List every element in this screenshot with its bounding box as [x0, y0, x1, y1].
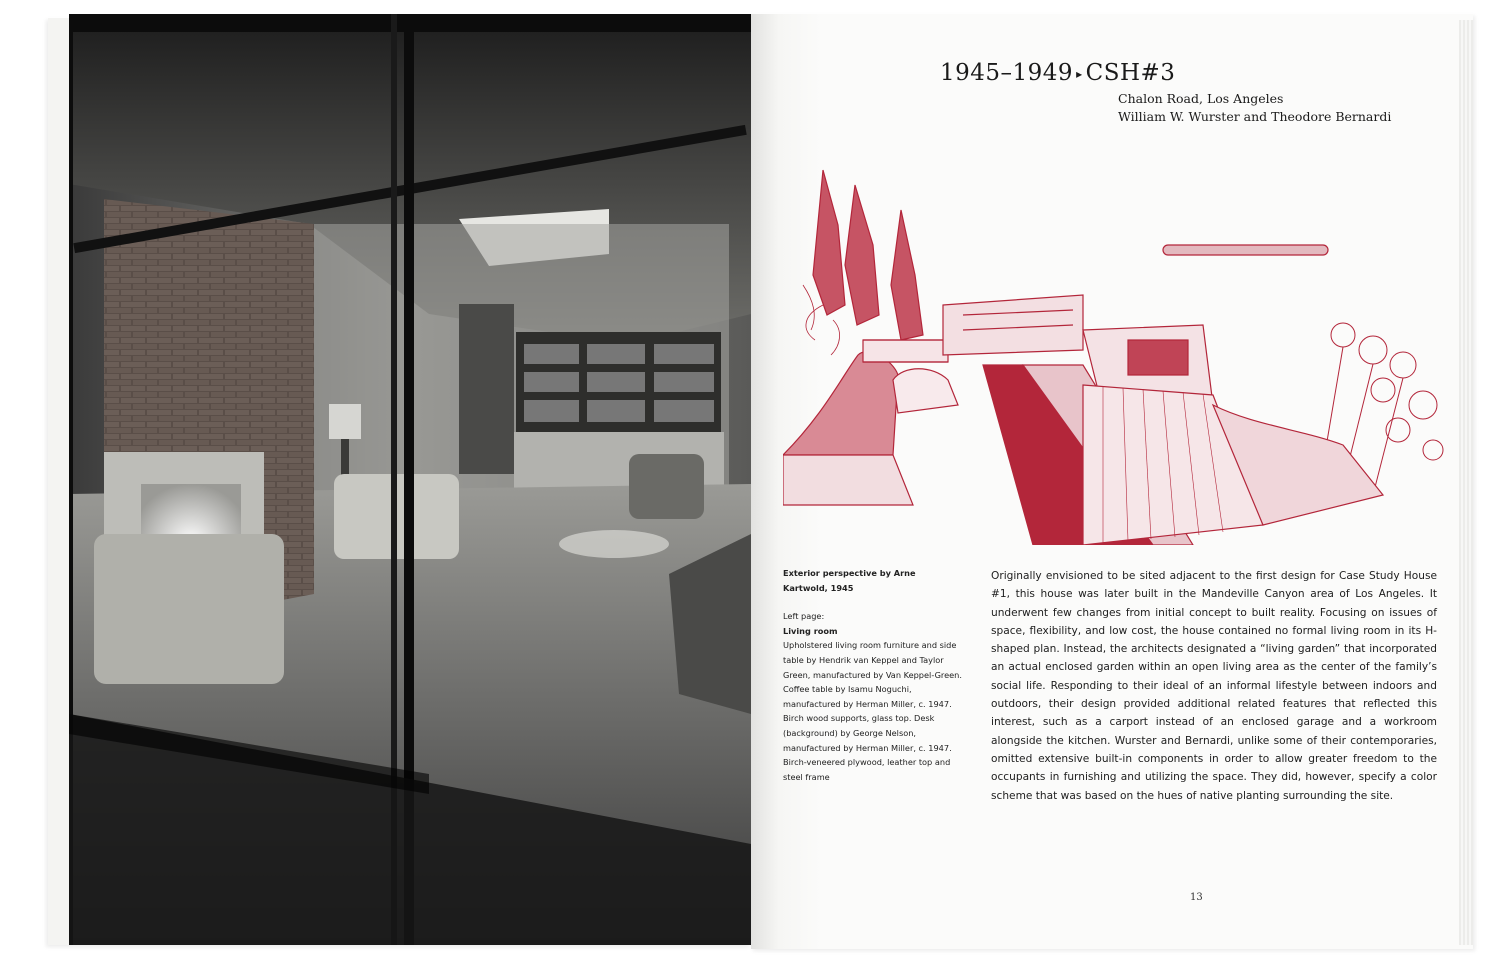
- header-location: Chalon Road, Los Angeles: [1118, 91, 1284, 106]
- left-page-heading: Living room: [783, 625, 838, 636]
- caption-column: [783, 566, 963, 784]
- page-number: 13: [1190, 892, 1203, 903]
- header-house-number: CSH#3: [1085, 60, 1176, 86]
- chapter-header: [940, 60, 1392, 124]
- header-years: 1945–1949: [940, 60, 1074, 86]
- left-page-label: Left page:: [783, 611, 825, 622]
- body-paragraph: Originally envisioned to be sited adjacent to the first design for Case Study House #1, this house was later built in the Mandeville Canyon area of Los Angeles. It underwent few changes from initial concept to built reality. Focusing on issues of space, flexibility, and low cost, the house contained no formal living room in its H-shaped plan. Instead, the architects designated a “living garden” that incorporated an actual enclosed garden within an open living area as the center of the family’s social life. Responding to their ideal of an informal lifestyle between indoors and outdoors, their design provided additional related features that reflected this interest, such as a carport instead of an enclosed garage and a workroom alongside the kitchen. Wurster and Bernardi, unlike some of their contemporaries, omitted extensive built-in components in order to allow greater freedom to the occupants in furnishing and utilizing the space. They did, however, specify a color scheme that was based on the hues of native planting surrounding the site.: [991, 570, 1437, 802]
- header-architects: William W. Wurster and Theodore Bernardi: [1118, 109, 1392, 124]
- illustration-caption: Exterior perspective by Arne Kartwold, 1945: [783, 568, 916, 593]
- living-room-photograph: [69, 14, 751, 945]
- header-title: [940, 60, 1175, 86]
- left-page-caption-text: Upholstered living room furniture and side table by Hendrik van Keppel and Taylor Green, manufactured by Van Keppel-Green. Coffee table by Isamu Noguchi, manufactured by Herman Miller, c. 1947. Birch wood supports, glass top. Desk (background) by George Nelson, manufactured by Herman Miller, c. 1947. Birch-veneered plywood, leather top and steel frame: [783, 640, 962, 782]
- header-subtitle: [1118, 90, 1391, 126]
- header-separator-icon: ▸: [1076, 67, 1083, 81]
- exterior-perspective-illustration: [783, 165, 1463, 545]
